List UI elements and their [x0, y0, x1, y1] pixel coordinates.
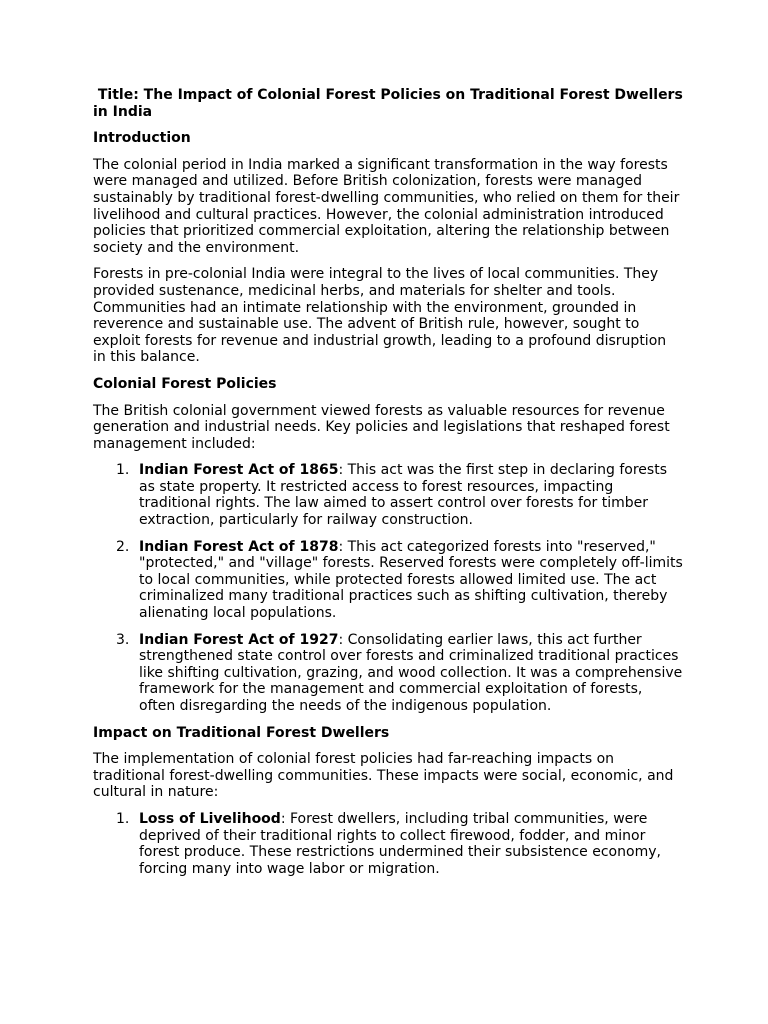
list-item-text: : This act was the first step in declaring forests as state property. It restricted access to forest resources, impacting traditional rights. The law aimed to assert control over forests for timber extraction, particularly for railway construction. — [139, 462, 668, 529]
list-item-term: Indian Forest Act of 1927 — [139, 631, 339, 648]
list-item — [93, 462, 683, 528]
list-item-number: 1. — [116, 462, 130, 479]
list-item-text: : Consolidating earlier laws, this act further strengthened state control over forests and criminalized traditional practices like shifting cultivation, grazing, and wood collection. It was a comprehensive framework for the management and commercial exploitation of forests, often disregarding the needs of the indigenous population. — [139, 631, 683, 714]
impact-intro-paragraph: The implementation of colonial forest policies had far-reaching impacts on traditional forest-dwelling communities. These impacts were social, economic, and cultural in nature: — [93, 751, 674, 801]
list-item-term: Loss of Livelihood — [139, 810, 281, 827]
document-page — [93, 87, 688, 887]
section-heading-policies: Colonial Forest Policies — [93, 375, 277, 392]
policies-list — [93, 462, 683, 714]
list-item-term: Indian Forest Act of 1865 — [139, 462, 339, 479]
list-item-number: 3. — [116, 631, 130, 648]
list-item-text: : This act categorized forests into "reserved," "protected," and "village" forests. Reserved forests were completely off-limits to local communities, while protected forests allowed limited use. The act criminalized many traditional practices such as shifting cultivation, thereby alienating local populations. — [139, 538, 683, 622]
list-item — [93, 539, 683, 622]
section-heading-introduction: Introduction — [93, 130, 191, 147]
list-item — [93, 811, 683, 877]
list-item-text: : Forest dwellers, including tribal communities, were deprived of their traditional rights to collect firewood, fodder, and minor forest produce. These restrictions undermined their subsistence economy, forcing many into wage labor or migration. — [139, 810, 661, 877]
impact-list — [93, 811, 683, 877]
list-item-term: Indian Forest Act of 1878 — [139, 538, 339, 555]
list-item-number: 2. — [116, 538, 130, 555]
section-heading-impact: Impact on Traditional Forest Dwellers — [93, 724, 390, 741]
list-item — [93, 632, 683, 715]
intro-paragraph-2: Forests in pre-colonial India were integral to the lives of local communities. They provided sustenance, medicinal herbs, and materials for shelter and tools. Communities had an intimate relationship with the environment, grounded in reverence and sustainable use. The advent of British rule, however, sought to exploit forests for revenue and industrial growth, leading to a profound disruption in this balance. — [93, 266, 667, 366]
document-title: Title: The Impact of Colonial Forest Policies on Traditional Forest Dwellers in India — [93, 87, 688, 120]
list-item-number: 1. — [116, 810, 130, 827]
intro-paragraph-1: The colonial period in India marked a significant transformation in the way forests were managed and utilized. Before British colonization, forests were managed sustainably by traditional forest-dwelling communities, who relied on them for their livelihood and cultural practices. However, the colonial administration introduced policies that prioritized commercial exploitation, altering the relationship between society and the environment. — [93, 156, 680, 256]
policies-intro-paragraph: The British colonial government viewed forests as valuable resources for revenue generation and industrial needs. Key policies and legislations that reshaped forest management included: — [93, 402, 670, 452]
